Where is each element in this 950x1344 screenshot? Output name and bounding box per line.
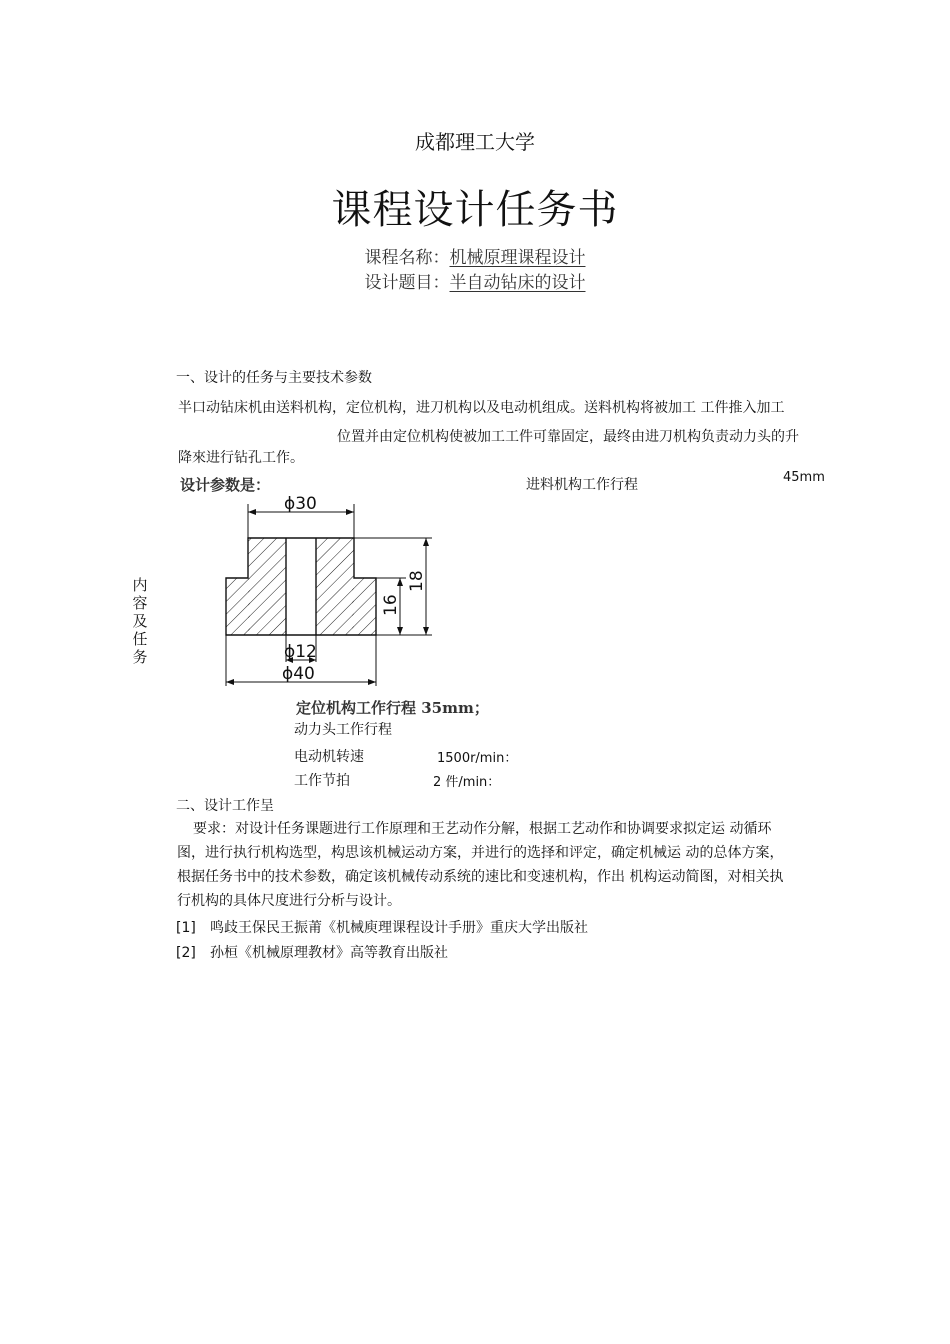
section2-heading: 二、设计工作呈 (176, 798, 274, 814)
reference-num: [1] (176, 920, 196, 936)
dim-total-height-label: 18 (407, 570, 427, 592)
power-head-stroke-label: 动力头工作行程 (294, 722, 392, 738)
feed-stroke-label: 进料机构工作行程 (526, 477, 638, 493)
work-cycle-label: 工作节拍 (294, 773, 350, 789)
hatch-left-base (226, 578, 250, 635)
design-params-label: 设计参数是： (180, 476, 271, 494)
section2-line1: 要求：对设计任务课题进行工作原理和王艺动作分解，根据工艺动作和协调要求拟定运 动循环 (193, 821, 772, 837)
hatch-right (316, 538, 354, 635)
locate-stroke-label: 定位机构工作行程 35mm； (296, 699, 489, 717)
section2-line3: 根据任务书中的技术参数，确定该机械传动系统的速比和变速机构，作出 机构运动简图，对相关执 (177, 869, 784, 885)
motor-speed-label: 电动机转速 (294, 749, 364, 765)
motor-speed-value: 1500r/min： (437, 751, 518, 766)
reference-text: 孙桓《机械原理教材》高等教育出版社 (210, 945, 448, 961)
course-name-line (0, 243, 950, 268)
document-title: 课程设计任务书 (331, 187, 619, 233)
reference-2 (176, 942, 448, 962)
arrow (423, 627, 429, 635)
design-topic-label: 设计题目： (364, 273, 450, 293)
section2-line4: 行机构的具体尺度进行分析与设计。 (177, 893, 401, 909)
reference-text: 鸣歧王保民王振莆《机械庾理课程设计手册》重庆大学出版社 (210, 920, 588, 936)
section1-heading: 一、设计的任务与主要技术参数 (176, 370, 372, 386)
dim-base-label: ϕ40 (282, 664, 315, 684)
course-name-label: 课程名称： (364, 248, 450, 268)
design-topic-value: 半自动钻床的设计 (449, 273, 586, 293)
dim-hole-label: ϕ12 (284, 642, 317, 662)
dim-top-label: ϕ30 (284, 494, 317, 514)
section1-para-line1: 半口动钻床机由送料机构，定位机构，进刀机构以及电动机组成。送料机构将被加工 工件推入加工 (178, 400, 785, 416)
arrow (397, 627, 403, 635)
arrow (248, 509, 256, 515)
arrow (226, 679, 234, 685)
side-label: 内容及任务 (132, 576, 148, 666)
course-name-value: 机械原理课程设计 (449, 248, 586, 268)
arrow (346, 509, 354, 515)
hatch-left (248, 538, 286, 635)
section1-para-line3: 降來进行钻孔工作。 (178, 450, 304, 466)
dim-base-height-label: 16 (381, 594, 401, 616)
reference-num: [2] (176, 945, 196, 961)
arrow (368, 679, 376, 685)
university-name: 成都理工大学 (415, 130, 535, 154)
arrow (423, 538, 429, 546)
design-topic-line (0, 268, 950, 293)
work-cycle-value: 2 件/min： (433, 775, 501, 790)
section1-para-line2: 位置并由定位机构使被加工工件可靠固定，最终由进刀机构负责动力头的升 (337, 429, 799, 445)
section2-line2: 图，进行执行机构选型，构思该机械运动方案，并进行的选择和评定，确定机械运 动的总体方案， (177, 845, 784, 861)
reference-1 (176, 917, 588, 937)
feed-stroke-value: 45mm (783, 470, 825, 485)
hatch-right-base (352, 578, 376, 635)
workpiece-drawing (210, 490, 450, 690)
arrow (397, 578, 403, 586)
